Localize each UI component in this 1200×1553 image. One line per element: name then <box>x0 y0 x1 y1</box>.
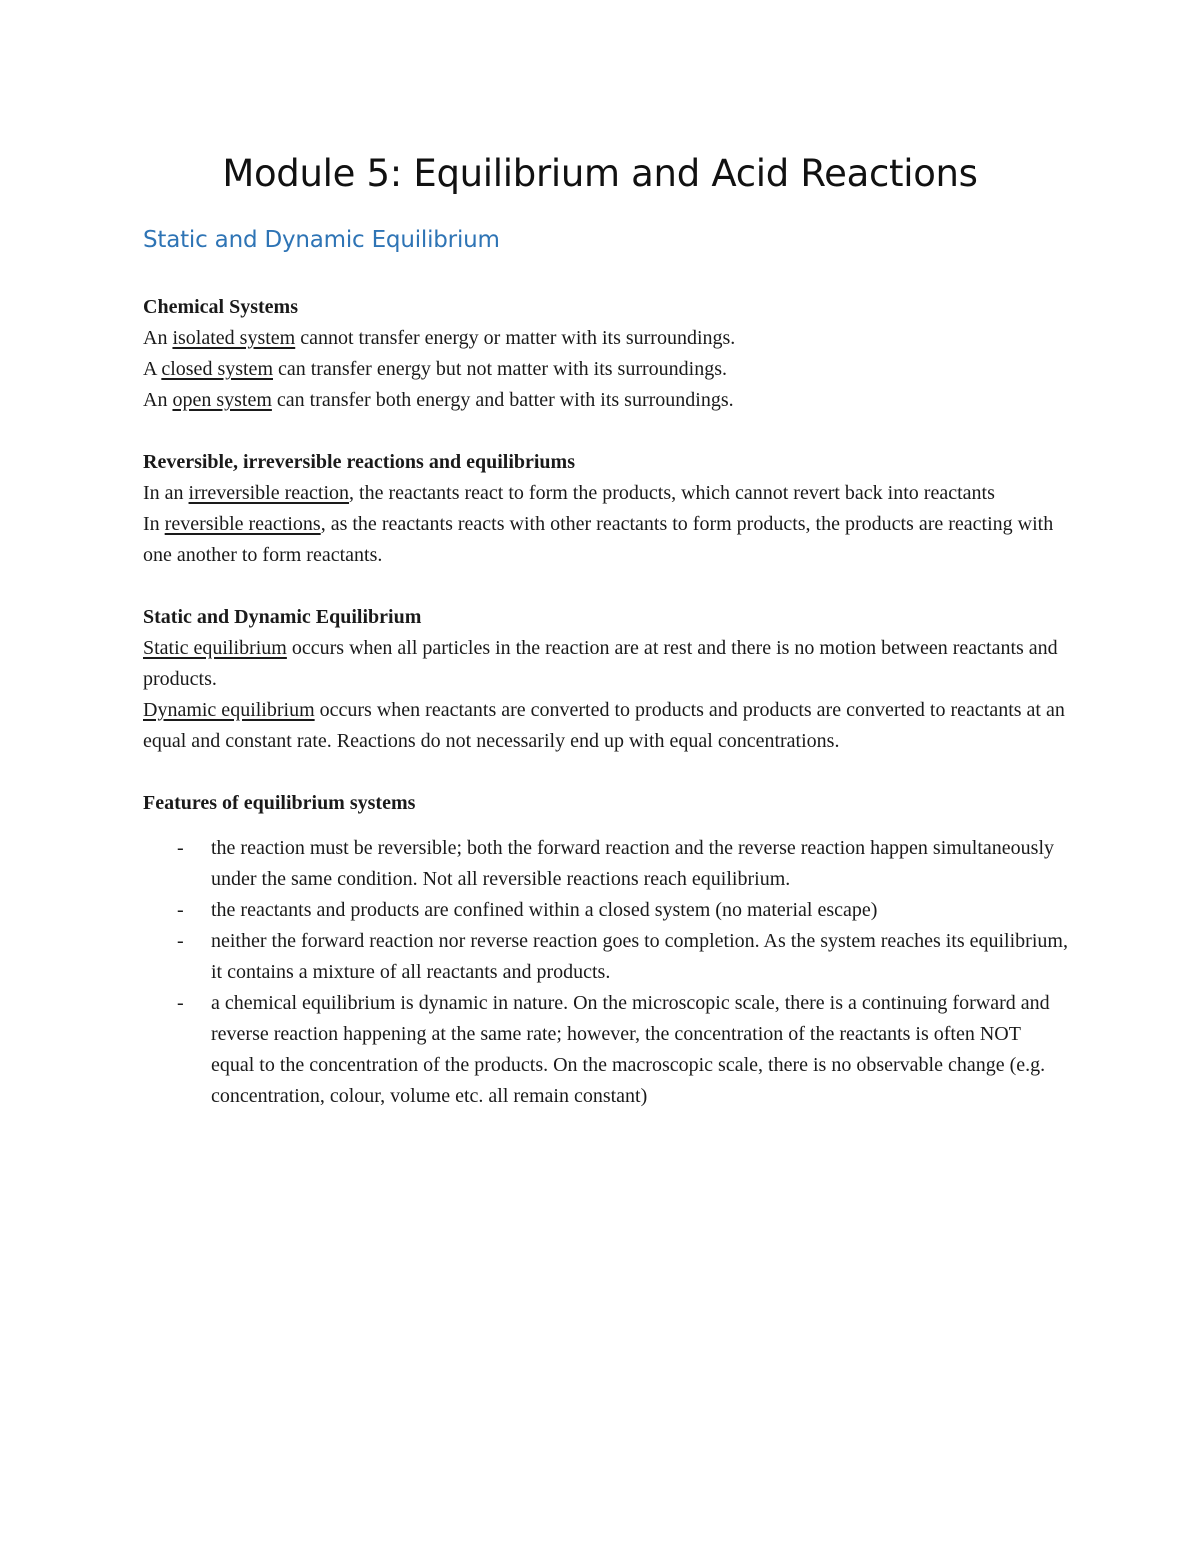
line-reversible-reactions <box>143 509 1068 571</box>
bullet-marker: - <box>177 930 184 952</box>
bullet-text: the reactants and products are confined within a closed system (no material escape) <box>211 899 878 921</box>
line-text: An <box>143 389 173 411</box>
section-subtitle: Static and Dynamic Equilibrium <box>143 227 500 253</box>
term-isolated-system: isolated system <box>172 327 296 349</box>
heading-features: Features of equilibrium systems <box>143 792 416 814</box>
line-text: cannot transfer energy or matter with its surroundings. <box>295 327 736 349</box>
line-text: occurs when all particles in the reaction are at rest and there is no motion between reactants and products. <box>143 637 1058 690</box>
line-dynamic-equilibrium <box>143 695 1068 757</box>
bullet-marker: - <box>177 992 184 1014</box>
section-chemical-systems <box>143 292 1068 416</box>
line-isolated-system <box>143 323 1068 354</box>
list-item <box>143 926 1068 988</box>
line-open-system <box>143 385 1068 416</box>
line-static-equilibrium <box>143 633 1068 695</box>
bullet-text: the reaction must be reversible; both the forward reaction and the reverse reaction happen simultaneously under the same condition. Not all reversible reactions reach equilibrium. <box>211 837 1055 890</box>
section-features <box>143 788 1068 1112</box>
list-item <box>143 833 1068 895</box>
line-text: In an <box>143 482 189 504</box>
term-irreversible-reaction: irreversible reaction <box>188 482 350 504</box>
term-static-equilibrium: Static equilibrium <box>143 637 287 659</box>
term-closed-system: closed system <box>161 358 273 380</box>
section-static-dynamic <box>143 602 1068 757</box>
line-text: An <box>143 327 173 349</box>
line-text: can transfer energy but not matter with its surroundings. <box>273 358 727 380</box>
bullet-text: a chemical equilibrium is dynamic in nature. On the microscopic scale, there is a continuing forward and reverse reaction happening at the same rate; however, the concentration of the reactants is often NOT equal to the concentration of the products. On the macroscopic scale, there is no observable change (e.g. concentration, colour, volume etc. all remain constant) <box>211 992 1050 1107</box>
section-reversible-reactions <box>143 447 1068 571</box>
list-item <box>143 895 1068 926</box>
heading-chemical-systems: Chemical Systems <box>143 296 298 318</box>
bullet-text: neither the forward reaction nor reverse reaction goes to completion. As the system reaches its equilibrium, it contains a mixture of all reactants and products. <box>211 930 1068 983</box>
bullet-marker: - <box>177 837 184 859</box>
bullet-marker: - <box>177 899 184 921</box>
list-item <box>143 988 1068 1112</box>
line-text: can transfer both energy and batter with its surroundings. <box>271 389 734 411</box>
document-body <box>143 292 1068 1143</box>
line-text: , the reactants react to form the products, which cannot revert back into reactants <box>349 482 995 504</box>
heading-static-dynamic: Static and Dynamic Equilibrium <box>143 606 422 628</box>
term-reversible-reactions: reversible reactions <box>164 513 321 535</box>
line-text: A <box>143 358 162 380</box>
page-title: Module 5: Equilibrium and Acid Reactions <box>222 152 978 195</box>
heading-reversible-reactions: Reversible, irreversible reactions and equilibriums <box>143 451 576 473</box>
term-open-system: open system <box>172 389 272 411</box>
line-text: occurs when reactants are converted to products and products are converted to reactants at an equal and constant rate. Reactions do not necessarily end up with equal concentrations. <box>143 699 1065 752</box>
line-text: , as the reactants reacts with other reactants to form products, the products are reacting with one another to form reactants. <box>143 513 1054 566</box>
line-text: In <box>143 513 165 535</box>
features-list <box>143 833 1068 1112</box>
line-closed-system <box>143 354 1068 385</box>
term-dynamic-equilibrium: Dynamic equilibrium <box>143 699 315 721</box>
line-irreversible-reaction <box>143 478 1068 509</box>
